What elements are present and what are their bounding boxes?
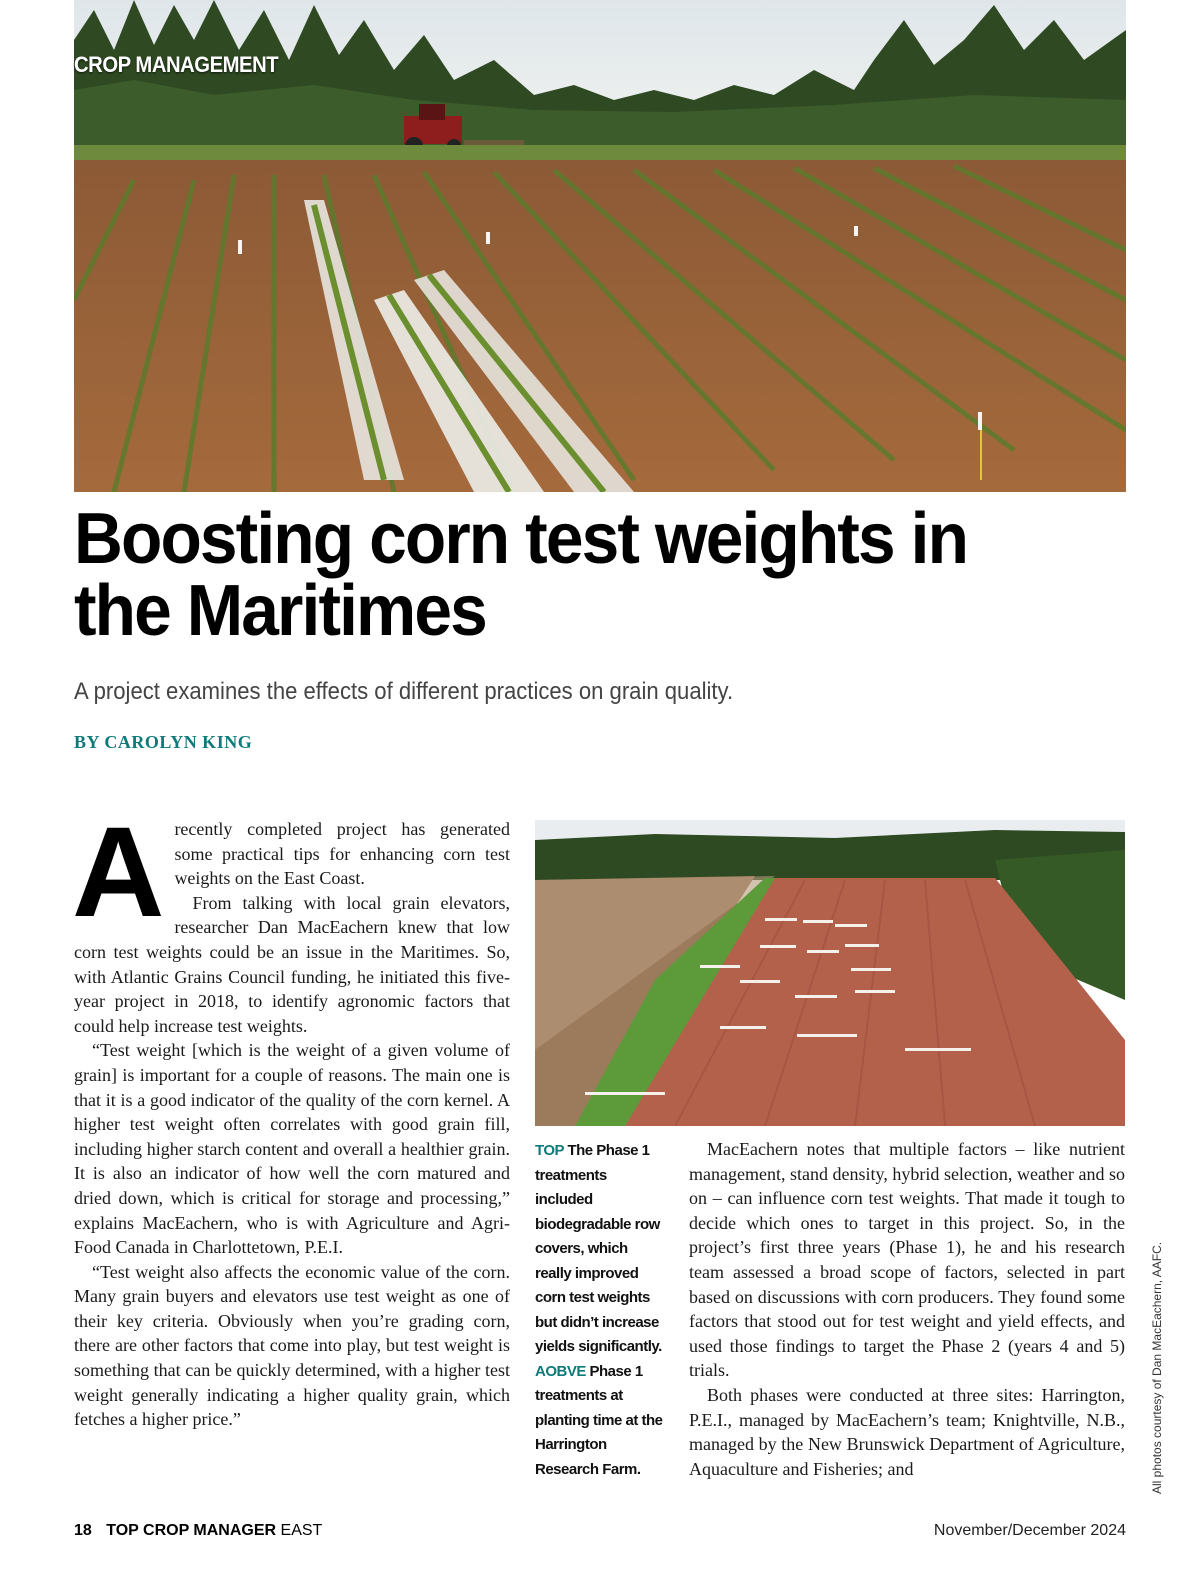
magazine-name: TOP CROP MANAGER bbox=[106, 1522, 277, 1539]
paragraph-4: “Test weight also affects the economic value of the corn. Many grain buyers and elevators use test weight as one of their key criteria. Obviously when you’re grading corn, there are other factors that come into play, but test weight is something that can be quickly determined, with a higher test weight generally indicating a higher quality grain, which fetches a higher price.” bbox=[74, 1261, 510, 1430]
photo-credit: All photos courtesy of Dan MacEachern, AAFC. bbox=[1150, 1241, 1164, 1494]
paragraph-1 bbox=[72, 801, 510, 944]
caption-tag-top: TOP bbox=[535, 1142, 564, 1159]
caption-tag-above: AOBVE bbox=[535, 1362, 586, 1380]
magazine-edition: EAST bbox=[280, 1522, 323, 1539]
section-label: CROP MANAGEMENT bbox=[74, 52, 279, 77]
paragraph-1-text: recently completed project has generated some practical tips for enhancing corn test weights on the East Coast. bbox=[174, 819, 510, 889]
footer-folio bbox=[74, 1522, 322, 1540]
photo-caption bbox=[535, 1139, 665, 1482]
deck-subtitle: A project examines the effects of different practices on grain quality. bbox=[74, 678, 734, 705]
article-column-2 bbox=[689, 1137, 1125, 1481]
paragraph-3: “Test weight [which is the weight of a given volume of grain] is important for a couple of reasons. The main one is that it is a good indicator of the quality of the corn kernel. A higher test weight often correlates with good grain fill, including higher starch content and overall a healthier grain. It is also an indicator of how well the corn matured and dried down, which is critical for storage and processing,” explains MacEachern, who is with Agriculture and Agri-Food Canada in Charlottetown, P.E.I. bbox=[74, 1040, 510, 1258]
drop-cap: A bbox=[72, 801, 165, 944]
page-number: 18 bbox=[74, 1522, 92, 1539]
research-farm-aerial-photo bbox=[535, 820, 1125, 1126]
paragraph-2: From talking with local grain elevators, researcher Dan MacEachern knew that low corn test weights could be an issue in the Maritimes. So, with Atlantic Grains Council funding, he initiated this five-year project in 2018, to identify agronomic factors that could help increase test weights. bbox=[74, 892, 510, 1036]
paragraph-6: Both phases were conducted at three sites: Harrington, P.E.I., managed by MacEachern’s team; Knightville, N.B., managed by the New Brunswick Department of Agriculture, Aquaculture and Fisheries; and bbox=[689, 1384, 1125, 1479]
byline: BY CAROLYN KING bbox=[74, 732, 253, 752]
caption-above-text: Phase 1 treatments at planting time at the Harrington Research Farm. bbox=[535, 1362, 663, 1478]
paragraph-5: MacEachern notes that multiple factors – like nutrient management, stand density, hybrid selection, weather and so on – can influence corn test weights. That made it tough to decide which ones to target in this project. So, in the project’s first three years (Phase 1), he and his research team assessed a broad scope of factors, selected in part based on discussions with corn producers. They found some factors that stood out for test weight and yield effects, and used those findings to target the Phase 2 (years 4 and 5) trials. bbox=[689, 1139, 1125, 1381]
aerial-photo bbox=[535, 820, 1125, 1126]
headline: Boosting corn test weights in the Maritimes bbox=[74, 499, 968, 651]
caption-top-text: The Phase 1 treatments included biodegradable row covers, which really improved corn test weights but didn’t increase yields significantly. bbox=[535, 1142, 662, 1355]
issue-date: November/December 2024 bbox=[933, 1522, 1126, 1539]
article-column-1 bbox=[72, 801, 510, 1432]
